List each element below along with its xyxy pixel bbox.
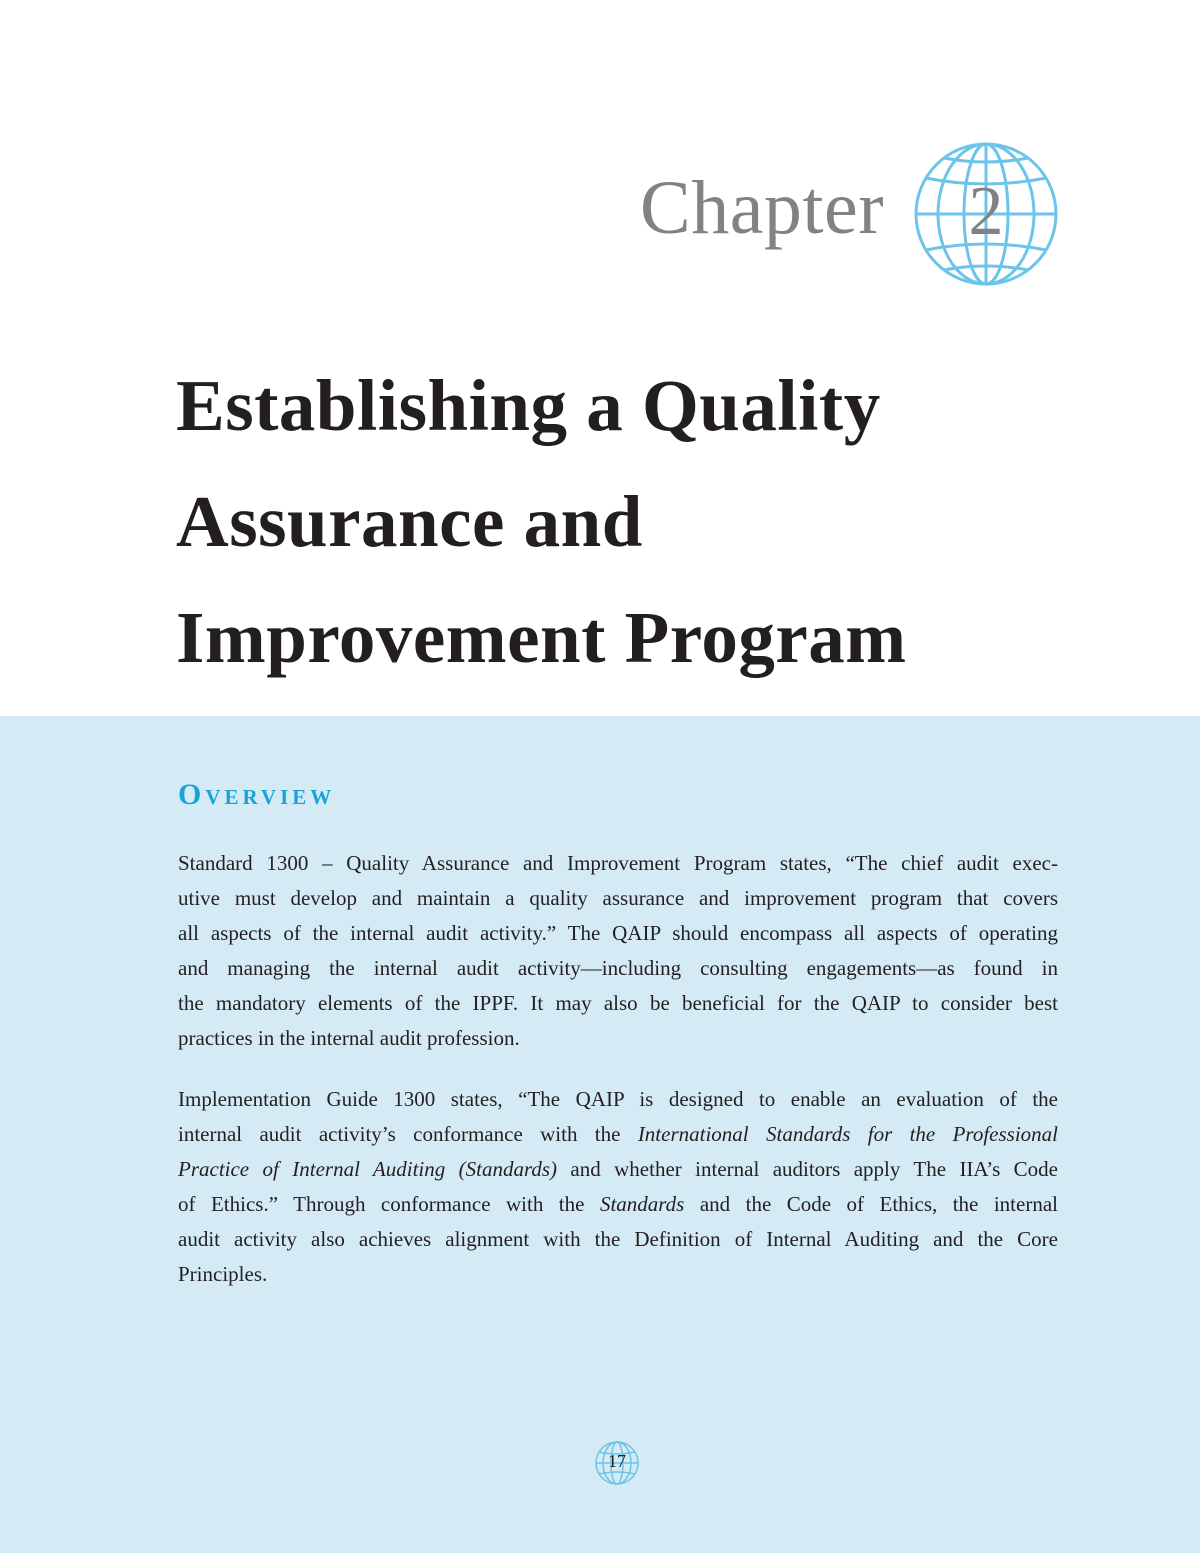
italic-reference: Standards [599, 1192, 685, 1216]
text-line: Principles. [178, 1262, 268, 1286]
title-line: Establishing a Quality [176, 365, 881, 446]
text-run: of Ethics.” Through conformance with the [178, 1192, 600, 1216]
text-line [178, 1117, 1058, 1152]
chapter-number: 2 [968, 173, 1004, 250]
overview-heading: Overview [178, 778, 336, 811]
text-run: and whether internal auditors apply The IIA’s Code [557, 1157, 1058, 1181]
italic-reference: International Standards for the Professional [637, 1122, 1058, 1146]
page-number: 17 [608, 1451, 626, 1471]
overview-paragraph-1 [178, 846, 1058, 1056]
italic-reference: Practice of Internal Auditing (Standards) [178, 1157, 558, 1181]
chapter-title [176, 348, 1076, 696]
text-run: and the Code of Ethics, the internal [684, 1192, 1058, 1216]
title-line: Assurance and [176, 481, 643, 562]
text-run: internal audit activity’s conformance with the [178, 1122, 638, 1146]
text-line: the mandatory elements of the IPPF. It may also be beneficial for the QAIP to consider best [178, 991, 1058, 1015]
text-line: practices in the internal audit profession. [178, 1026, 520, 1050]
text-line [178, 1152, 1058, 1187]
chapter-label: Chapter [640, 166, 885, 250]
title-line: Improvement Program [176, 597, 907, 678]
text-line: all aspects of the internal audit activity.” The QAIP should encompass all aspects of operating [178, 921, 1058, 945]
text-line: utive must develop and maintain a quality assurance and improvement program that covers [178, 886, 1058, 910]
text-line: and managing the internal audit activity—including consulting engagements—as found in [178, 956, 1058, 980]
text-line: Standard 1300 – Quality Assurance and Improvement Program states, “The chief audit exec- [178, 851, 1058, 875]
text-line: audit activity also achieves alignment with the Definition of Internal Auditing and the Core [178, 1227, 1058, 1251]
text-line [178, 1187, 1058, 1222]
text-line: Implementation Guide 1300 states, “The QAIP is designed to enable an evaluation of the [178, 1087, 1058, 1111]
overview-paragraph-2 [178, 1082, 1058, 1292]
